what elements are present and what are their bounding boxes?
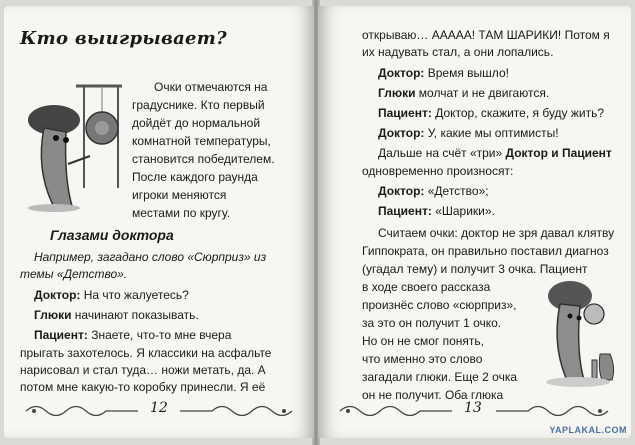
intro-line: После каждого раунда bbox=[132, 170, 258, 184]
text-line: Но он не смог понять, bbox=[362, 334, 484, 348]
page-footer bbox=[318, 398, 631, 424]
mushroom-balloon-illustration bbox=[540, 274, 628, 392]
intro-line: Очки отмечаются на bbox=[154, 80, 268, 94]
speaker-label: Доктор: bbox=[378, 66, 425, 80]
speaker-label: Пациент: bbox=[378, 106, 432, 120]
speaker-label: Доктор: bbox=[34, 288, 81, 302]
dialogue-text: «Шарики». bbox=[431, 204, 495, 218]
speaker-label: Глюки bbox=[34, 308, 72, 322]
speaker-label: Доктор и Пациент bbox=[505, 146, 612, 160]
dialogue-text: Доктор, скажите, я буду жить? bbox=[431, 106, 605, 120]
example-line: Например, загадано слово «Сюрприз» из bbox=[34, 250, 267, 264]
dialogue-line bbox=[378, 184, 489, 199]
speaker-label: Пациент: bbox=[378, 204, 432, 218]
example-line: темы «Детство». bbox=[20, 267, 128, 281]
watermark: YAPLAKAL.COM bbox=[549, 425, 627, 435]
dialogue-line bbox=[378, 126, 559, 141]
intro-line: дойдёт до нормальной bbox=[132, 116, 261, 130]
page-title: Кто выигрывает? bbox=[20, 28, 227, 49]
dialogue-text: молчат и не двигаются. bbox=[415, 86, 550, 100]
speaker-label: Доктор: bbox=[378, 126, 425, 140]
mushroom-gong-illustration bbox=[18, 68, 128, 218]
speaker-label: Пациент: bbox=[34, 328, 88, 342]
dialogue-line bbox=[378, 86, 549, 101]
right-page bbox=[318, 6, 631, 438]
speaker-label: Глюки bbox=[378, 86, 416, 100]
dialogue-text: Время вышло! bbox=[424, 66, 509, 80]
dialogue-line bbox=[34, 328, 231, 343]
intro-line: становится победителем. bbox=[132, 152, 275, 166]
left-page bbox=[4, 6, 314, 438]
dialogue-line bbox=[34, 288, 189, 303]
text-line: Гиппократа, он правильно поставил диагноз bbox=[362, 244, 609, 258]
page-footer bbox=[4, 398, 314, 424]
dialogue-cont-line: прыгать захотелось. Я классики на асфальте bbox=[20, 346, 272, 360]
text-line: он не получит. Оба глюка bbox=[362, 388, 504, 402]
dialogue-line bbox=[378, 204, 495, 219]
speaker-label: Доктор: bbox=[378, 184, 425, 198]
dialogue-text: начинают показывать. bbox=[71, 308, 199, 322]
dialogue-text: На что жалуетесь? bbox=[80, 288, 189, 302]
text-line: их надувать стал, а они лопались. bbox=[362, 45, 554, 59]
text-fragment: Дальше на счёт «три» bbox=[378, 146, 506, 160]
intro-line: градуснике. Кто первый bbox=[132, 98, 265, 112]
text-line: (угадал тему) и получит 3 очка. Пациент bbox=[362, 262, 588, 276]
section-heading: Глазами доктора bbox=[50, 227, 174, 243]
text-line: за это он получит 1 очко. bbox=[362, 316, 502, 330]
intro-line: игроки меняются bbox=[132, 188, 227, 202]
dialogue-line bbox=[378, 106, 604, 121]
dialogue-text: «Детство»; bbox=[424, 184, 489, 198]
right-ornament-icon bbox=[492, 402, 612, 420]
dialogue-text: Знаете, что-то мне вчера bbox=[87, 328, 232, 342]
text-line: в ходе своего рассказа bbox=[362, 280, 491, 294]
intro-line: местами по кругу. bbox=[132, 206, 231, 220]
dialogue-cont-line: потом мне какую-то коробку принесли. Я её bbox=[20, 380, 266, 394]
page-number: 12 bbox=[150, 400, 168, 416]
page-number: 13 bbox=[464, 400, 482, 416]
text-line: что именно это слово bbox=[362, 352, 483, 366]
left-ornament-icon bbox=[22, 402, 142, 420]
text-line: одновременно произносят: bbox=[362, 164, 514, 178]
dialogue-text: У, какие мы оптимисты! bbox=[424, 126, 559, 140]
dialogue-line bbox=[378, 66, 509, 81]
intro-line: комнатной температуры, bbox=[132, 134, 271, 148]
text-line bbox=[378, 146, 612, 161]
right-ornament-icon bbox=[176, 402, 296, 420]
text-line: открываю… ААААА! ТАМ ШАРИКИ! Потом я bbox=[362, 28, 610, 42]
dialogue-cont-line: нарисовал и стал туда… ножи метать, да. А bbox=[20, 363, 266, 377]
text-line: произнёс слово «сюрприз», bbox=[362, 298, 517, 312]
dialogue-line bbox=[34, 308, 199, 323]
text-line: Считаем очки: доктор не зря давал клятву bbox=[378, 226, 615, 240]
text-line: загадали глюки. Еще 2 очка bbox=[362, 370, 518, 384]
left-ornament-icon bbox=[336, 402, 456, 420]
